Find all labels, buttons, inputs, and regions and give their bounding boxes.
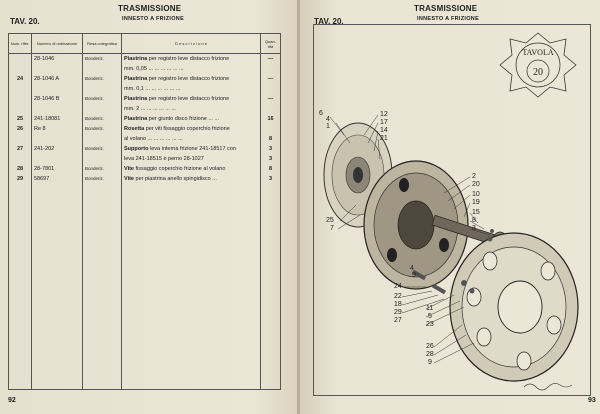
cell-rif: 28 <box>9 164 32 174</box>
cell-numero: 28-7801 <box>32 164 83 174</box>
empty-cell <box>261 184 281 390</box>
table-row <box>9 164 281 174</box>
cell-descrizione <box>122 174 261 184</box>
callout-9: 9 <box>412 272 416 279</box>
empty-cell <box>9 184 32 390</box>
cell-materiale: Bonderiz. <box>83 74 122 84</box>
empty-cell <box>83 184 122 390</box>
col-header-materiale: Resa colegrafica <box>83 34 122 54</box>
col-header-quantita: Quan- tità <box>261 34 281 54</box>
callout-21: 21 <box>380 135 388 142</box>
part-description: mm. 2 ... ... ... ... ... ... <box>124 106 176 112</box>
cell-materiale: Bonderiz. <box>83 164 122 174</box>
empty-cell <box>32 184 83 390</box>
callout-24: 24 <box>394 283 402 290</box>
callout-9b: 9 <box>428 359 432 366</box>
table-row <box>9 64 281 74</box>
tavola-badge-number: 20 <box>533 67 543 78</box>
callout-8: 8 <box>472 217 476 224</box>
cell-numero <box>32 134 83 144</box>
cell-quantita <box>261 84 281 94</box>
cell-numero <box>32 64 83 74</box>
cell-materiale: Bonderiz. <box>83 174 122 184</box>
part-name: Piastrina <box>124 76 148 82</box>
callout-14: 14 <box>380 127 388 134</box>
callout-7: 7 <box>330 225 334 232</box>
cell-rif: 26 <box>9 124 32 134</box>
callout-23: 23 <box>426 321 434 328</box>
cell-numero: 28-1046 A <box>32 74 83 84</box>
cell-quantita: 3 <box>261 154 281 164</box>
part-name: Vite <box>124 176 134 182</box>
cell-descrizione <box>122 104 261 114</box>
right-tav-label: TAV. 20. <box>314 17 344 26</box>
right-page-title: TRASMISSIONE <box>414 4 478 13</box>
cell-materiale <box>83 104 122 114</box>
callout-3: 3 <box>472 225 476 232</box>
cell-rif: 29 <box>9 174 32 184</box>
left-page-title: TRASMISSIONE <box>118 4 182 13</box>
cell-materiale: Bonderiz. <box>83 124 122 134</box>
callout-10: 10 <box>472 191 480 198</box>
cell-quantita: 8 <box>261 164 281 174</box>
cell-rif <box>9 134 32 144</box>
cell-materiale: Bonderiz. <box>83 144 122 154</box>
table-row <box>9 74 281 84</box>
cell-numero: 241-18081 <box>32 114 83 124</box>
artist-signature <box>524 383 572 390</box>
table-row <box>9 144 281 154</box>
cell-rif <box>9 104 32 114</box>
cell-rif: 25 <box>9 114 32 124</box>
tavola-badge <box>500 33 576 97</box>
cell-descrizione <box>122 134 261 144</box>
callout-29: 29 <box>394 309 402 316</box>
cell-rif <box>9 84 32 94</box>
callout-1: 1 <box>326 123 330 130</box>
cell-descrizione <box>122 94 261 104</box>
table-row <box>9 114 281 124</box>
table-row <box>9 94 281 104</box>
cell-rif <box>9 154 32 164</box>
cell-descrizione <box>122 54 261 65</box>
part-name: Piastrina <box>124 116 148 122</box>
callout-4: 4 <box>326 116 330 123</box>
cell-materiale <box>83 134 122 144</box>
callout-19: 19 <box>472 199 480 206</box>
part-description: al volano ... ... ... ... ... ... <box>124 136 183 142</box>
callout-18: 18 <box>394 301 402 308</box>
flywheel <box>450 233 578 381</box>
part-description: leva 241-18515 e perno 28-1027 <box>124 156 204 162</box>
part-name: Piastrina <box>124 96 148 102</box>
left-page-number: 92 <box>8 397 16 404</box>
illustration-frame <box>313 24 591 396</box>
left-page-subtitle: INNESTO A FRIZIONE <box>122 16 185 22</box>
part-description: per viti fissaggio coperchio frizione <box>144 126 230 132</box>
callout-6: 6 <box>319 110 323 117</box>
cell-numero: Re 8 <box>32 124 83 134</box>
cell-materiale: Bonderiz. <box>83 54 122 65</box>
parts-table-body <box>9 54 281 390</box>
table-row <box>9 134 281 144</box>
part-description: per giunto disco frizione ... ... <box>147 116 220 122</box>
cell-descrizione <box>122 144 261 154</box>
cell-quantita: 16 <box>261 114 281 124</box>
cell-materiale <box>83 84 122 94</box>
callout-2: 2 <box>472 173 476 180</box>
cell-descrizione <box>122 164 261 174</box>
cell-quantita <box>261 104 281 114</box>
part-description: per registro leve distacco frizione <box>147 76 230 82</box>
col-header-descrizione: D e s c r i z i o n e <box>122 34 261 54</box>
cell-descrizione <box>122 154 261 164</box>
part-description: per piastrina anello spingidisco ... <box>134 176 217 182</box>
callout-11: 11 <box>426 305 434 312</box>
cell-numero: 241-202 <box>32 144 83 154</box>
part-name: Supporto <box>124 146 149 152</box>
part-name: Vite <box>124 166 134 172</box>
cell-numero <box>32 84 83 94</box>
cell-quantita <box>261 64 281 74</box>
cell-descrizione <box>122 74 261 84</box>
right-page-subtitle: INNESTO A FRIZIONE <box>417 16 480 22</box>
cell-rif <box>9 64 32 74</box>
cell-quantita: 3 <box>261 174 281 184</box>
part-name: Rosetta <box>124 126 145 132</box>
cell-descrizione <box>122 64 261 74</box>
left-tav-label: TAV. 20. <box>10 17 40 26</box>
callout-28: 28 <box>426 351 434 358</box>
cell-numero <box>32 154 83 164</box>
parts-table <box>8 33 281 390</box>
part-description: fissaggio coperchio frizione al volano <box>134 166 226 172</box>
col-header-numero: Numero di ordinazione <box>32 34 83 54</box>
callout-27: 27 <box>394 317 402 324</box>
callout-25: 25 <box>326 217 334 224</box>
table-row <box>9 174 281 184</box>
callout-12: 12 <box>380 111 388 118</box>
table-row <box>9 84 281 94</box>
table-filler-row <box>9 184 281 390</box>
callout-4b: 4 <box>410 265 414 272</box>
part-description: per registro leve distacco frizione <box>147 96 230 102</box>
right-page-number: 93 <box>588 397 596 404</box>
cell-quantita <box>261 124 281 134</box>
cell-quantita: 3 <box>261 144 281 154</box>
cell-quantita: 8 <box>261 134 281 144</box>
cell-descrizione <box>122 114 261 124</box>
cell-rif: 24 <box>9 74 32 84</box>
cell-quantita: — <box>261 54 281 65</box>
table-row <box>9 104 281 114</box>
table-row <box>9 54 281 65</box>
part-name: Piastrina <box>124 56 148 62</box>
cell-numero: 28-1046 B <box>32 94 83 104</box>
cell-numero: 28-1046 <box>32 54 83 65</box>
cell-quantita: — <box>261 74 281 84</box>
part-description: per registro leve distacco frizione <box>147 56 230 62</box>
cell-numero: 58697 <box>32 174 83 184</box>
part-description: leva interna frizione 241-18517 con <box>148 146 236 152</box>
part-description: mm. 0,1 ... ... ... ... ... ... <box>124 86 181 92</box>
parts-table-header <box>9 34 281 54</box>
callout-22: 22 <box>394 293 402 300</box>
cell-descrizione <box>122 124 261 134</box>
cell-rif: 27 <box>9 144 32 154</box>
cell-numero <box>32 104 83 114</box>
col-header-rif: Num. rifer. <box>9 34 32 54</box>
cell-materiale: Bonderiz. <box>83 94 122 104</box>
callout-15: 15 <box>472 209 480 216</box>
table-row <box>9 154 281 164</box>
cell-materiale <box>83 154 122 164</box>
table-row <box>9 124 281 134</box>
clutch-exploded-illustration <box>314 25 590 395</box>
cell-rif <box>9 94 32 104</box>
tavola-badge-label: TAVOLA <box>522 48 554 57</box>
cell-quantita: — <box>261 94 281 104</box>
part-description: mm. 0,05 ... ... ... ... ... ... <box>124 66 184 72</box>
cell-descrizione <box>122 84 261 94</box>
callout-26: 26 <box>426 343 434 350</box>
callout-5: 5 <box>428 313 432 320</box>
cell-rif <box>9 54 32 65</box>
empty-cell <box>122 184 261 390</box>
callout-20: 20 <box>472 181 480 188</box>
cell-materiale <box>83 64 122 74</box>
cell-materiale: Bonderiz. <box>83 114 122 124</box>
callout-17: 17 <box>380 119 388 126</box>
